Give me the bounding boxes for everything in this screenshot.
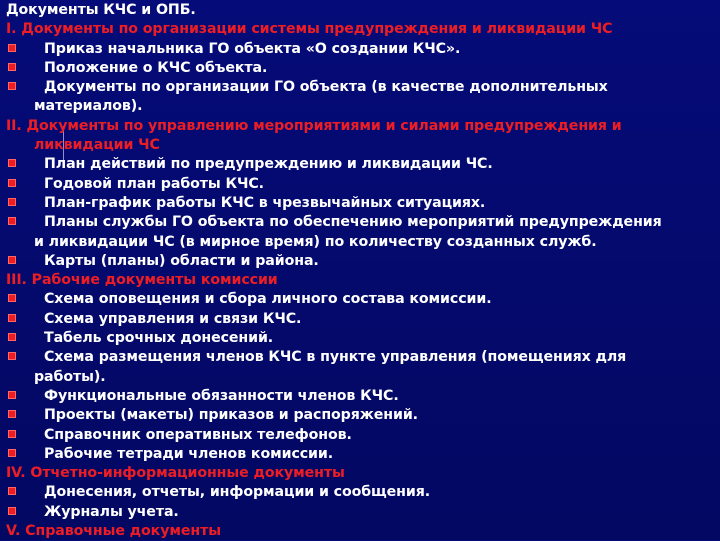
square-bullet-icon [8,294,16,302]
square-bullet-icon [8,410,16,418]
list-item [6,426,712,445]
list-item-text: План-график работы КЧС в чрезвычайных ситуациях. [44,194,486,211]
list-item-text: Планы службы ГО объекта по обеспечению мероприятий предупреждения [44,214,662,231]
list-item-text: Положение о КЧС объекта. [44,59,268,76]
list-item [6,78,712,97]
list-item [6,194,712,213]
list-item [6,348,712,367]
list-item [6,213,712,232]
list-item-text: Функциональные обязанности членов КЧС. [44,387,399,404]
list-item-text: Справочник оперативных телефонов. [44,426,352,443]
section-title-4: IV. Отчетно-информационные документы [6,465,345,482]
square-bullet-icon [8,507,16,515]
list-item-text: Донесения, отчеты, информации и сообщения. [44,484,431,501]
list-item-text: План действий по предупреждению и ликвидации ЧС. [44,156,493,173]
square-bullet-icon [8,179,16,187]
square-bullet-icon [8,487,16,495]
list-item [6,155,712,174]
list-item [6,387,712,406]
list-item-text: Проекты (макеты) приказов и распоряжений. [44,407,418,424]
square-bullet-icon [8,63,16,71]
section-title-3: III. Рабочие документы комиссии [6,272,278,289]
list-item-text: Схема оповещения и сбора личного состава комиссии. [44,291,492,308]
list-item-text: Схема управления и связи КЧС. [44,310,302,327]
list-item-continuation: материалов). [34,98,143,115]
list-item [6,59,712,78]
list-item [6,310,712,329]
list-item-text: Годовой план работы КЧС. [44,175,264,192]
square-bullet-icon [8,314,16,322]
square-bullet-icon [8,82,16,90]
list-item [6,483,712,502]
square-bullet-icon [8,430,16,438]
section-title-2-continuation: ликвидации ЧС [34,137,160,154]
list-item-text: Табель срочных донесений. [44,330,274,347]
list-item-text: Карты (планы) области и района. [44,252,319,269]
document-list [6,1,712,541]
list-item-text: Схема размещения членов КЧС в пункте управления (помещениях для [44,349,627,366]
square-bullet-icon [8,198,16,206]
square-bullet-icon [8,333,16,341]
list-item-continuation: работы). [34,368,106,385]
list-item-text: Документы по организации ГО объекта (в качестве дополнительных [44,79,608,96]
list-item [6,40,712,59]
section-title-5: V. Справочные документы [6,523,221,540]
list-item-text: Рабочие тетради членов комиссии. [44,445,334,462]
page-title: Документы КЧС и ОПБ. [6,2,196,18]
list-item [6,252,712,271]
section-title-2: II. Документы по управлению мероприятиями и силами предупреждения и [6,117,622,134]
list-item [6,406,712,425]
list-item [6,445,712,464]
list-item [6,329,712,348]
square-bullet-icon [8,159,16,167]
list-item-text: Журналы учета. [44,503,179,520]
square-bullet-icon [8,217,16,225]
square-bullet-icon [8,449,16,457]
list-item-continuation: и ликвидации ЧС (в мирное время) по количеству созданных служб. [34,233,597,250]
square-bullet-icon [8,44,16,52]
list-item-text: Приказ начальника ГО объекта «О создании КЧС». [44,40,461,57]
square-bullet-icon [8,352,16,360]
section-title-1: I. Документы по организации системы предупреждения и ликвидации ЧС [6,21,613,38]
square-bullet-icon [8,391,16,399]
list-item [6,290,712,309]
square-bullet-icon [8,256,16,264]
list-item [6,503,712,522]
list-item [6,175,712,194]
